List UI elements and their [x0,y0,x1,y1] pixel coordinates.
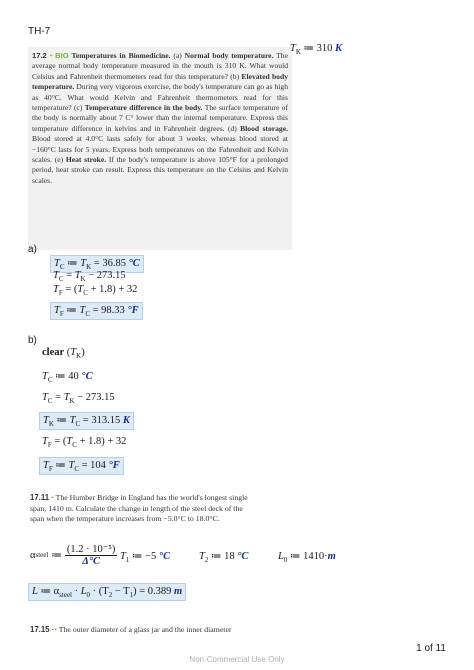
t1-expression[interactable] [120,550,170,564]
op: = [54,436,61,447]
bullet: • [49,51,53,60]
sub: F [58,289,63,298]
var-t: T [69,415,76,426]
sub: K [76,352,82,361]
var-t: T [79,305,86,316]
problem-17-2-box [28,47,292,250]
given-tk-expression[interactable] [290,42,342,56]
tail: − 273.15 [88,270,126,281]
var-t: T [54,305,60,316]
unit: K [335,43,343,54]
part-b-title: Elevated body temperature. [32,71,288,92]
unit: °C [81,371,93,382]
var-t: T [68,460,75,471]
bullet: •• [51,625,57,634]
var-t: T [53,270,59,281]
assign-op: ≔ [303,43,315,54]
sub: C [75,420,81,429]
value: 40 [68,371,79,382]
var-t: T [53,284,59,295]
sub: F [47,441,52,450]
part-b-label: (b) [230,71,240,81]
var-t: T [77,284,84,295]
section-b-line5[interactable] [39,457,124,475]
sub: F [48,465,53,474]
part-c-label: (c) [73,103,83,113]
op: ≔ [67,258,78,269]
problem-text: The outer diameter of a glass jar and the inner diameter [58,625,232,634]
value: 18 [224,551,235,562]
sub: F [59,310,64,319]
unit: m [327,551,336,562]
unit: m [174,586,183,597]
var-t: T [42,392,48,403]
unit: °F [108,460,120,471]
part-e-text: If the body's temperature is above 105°F for a prolonged period, heat stroke can result. Express this temperature on the Celsius and Kelvin scales. [32,155,288,185]
dot: · [92,586,97,597]
var-t: T [42,371,48,382]
part-c-title: Temperature difference in the body. [84,103,203,113]
unit: °C [128,258,140,269]
op: = [66,270,73,281]
sub: K [48,420,54,429]
var-t: T [120,551,126,562]
sub: steel [35,551,49,559]
dot: · [74,586,79,597]
alpha-steel-expression[interactable] [30,543,117,567]
sub: C [72,441,77,450]
var-t: T [63,392,70,403]
section-a-line4[interactable] [50,302,143,320]
op: = [65,284,72,295]
op: ≔ [51,550,62,561]
part-d-text: Blood stored at 4.0°C lasts safely for about 3 weeks, whereas blood stored at −160°C lasts for 5 years. Express both temperatures on the Fahrenheit and Kelvin scales. [32,134,288,165]
sub: K [80,275,86,284]
op: = [55,392,62,403]
op: ≔ [56,415,68,426]
paren: ( [62,436,67,447]
var-t: T [74,270,81,281]
sub: 0 [86,591,91,600]
sub: 0 [283,556,288,565]
var-l: L [32,586,38,597]
op: ≔ [289,551,301,562]
op: ≔ [210,551,222,562]
clear-keyword: clear [42,347,65,358]
paren: ( [73,284,78,295]
var-t: T [43,415,49,426]
sub: 2 [204,556,209,565]
op: ≔ [131,551,143,562]
section-b-label: b) [28,335,37,346]
minus-term: − T [112,586,130,597]
page-header: TH-7 [28,26,51,37]
part-d-label: (d) [227,123,237,133]
part-a-text: The average normal body temperature measured in the mouth is 310 K. What would Celsius and Fahrenheit thermometers read for this temperature? [32,51,288,81]
tail: + 1.8) + 32 [79,436,127,447]
part-e-title: Heat stroke. [65,155,107,165]
result: = 98.33 [92,305,125,316]
l0-expression[interactable] [278,550,336,564]
numerator: (1.2 · 10⁻⁵) [66,544,116,555]
dot: · [324,551,328,562]
result: = 104 [81,460,106,471]
part-e-label: (e) [54,155,64,165]
sub: C [47,376,53,385]
var-l: L [278,551,284,562]
fraction [65,543,118,567]
sub: C [59,263,65,272]
result: = 36.85 [93,258,126,269]
sub: C [85,310,91,319]
part-a-label: (a) [173,51,182,60]
section-a-line3[interactable] [53,284,137,297]
sub: 1 [129,591,134,600]
sub-k: K [295,48,301,57]
var-t: T [290,43,296,54]
part-c-text: The surface temperature of the body is normally about 7 C° lower than the internal temperature. Express this temperature difference in kelvins and in Fahrenheit degrees. [32,103,288,133]
footer-note: Non-Commercial Use Only [189,655,285,664]
op: ≔ [40,586,51,597]
t2-expression[interactable] [199,550,248,564]
sub: 1 [125,556,130,565]
section-b-line2[interactable] [42,392,115,405]
section-b-line4[interactable] [42,436,126,449]
bio-tag: BIO [55,51,69,60]
sub: K [86,263,92,272]
denominator: Δ°C [82,556,101,567]
section-a-label: a) [28,244,37,255]
result-l-expression[interactable] [28,583,186,601]
clear-statement[interactable]: clear $(T_K)$ [42,347,85,361]
value: 310 [316,43,333,54]
problem-number: 17.2 [32,51,47,60]
part-d-title: Blood storage. [240,123,288,133]
problem-number: 17.11 [30,493,50,502]
var-t: T [199,551,205,562]
sub: K [69,397,75,406]
var-t: T [66,436,73,447]
sub: C [47,397,53,406]
op: ≔ [66,305,77,316]
var-t: T [80,258,87,269]
sub: 2 [108,591,113,600]
alpha-symbol: α [53,586,60,597]
tail: + 1.8) + 32 [90,284,138,295]
section-a-line2[interactable] [53,270,126,283]
value: −5 [145,551,157,562]
var-l: L [80,586,87,597]
section-b-line3[interactable] [39,412,134,430]
problem-17-15-text [30,625,270,636]
open-term: (T [98,586,109,597]
op: ≔ [55,460,66,471]
part-a-title: Normal body temperature. [184,51,274,60]
unit: K [122,415,130,426]
problem-17-11-text [30,493,248,525]
sub: C [83,289,88,298]
page-indicator: 1 of 11 [416,643,446,654]
var-t: T [54,258,60,269]
problem-text: The Humber Bridge in England has the world's longest single span, 1410 m. Calculate the change in length of the steel deck of the span when the temperature increases from −5.0°C to 18.0°C. [30,493,248,523]
unit: °C [158,551,171,562]
bullet: • [51,493,54,502]
unit: °F [127,305,139,316]
problem-number: 17.15 [30,625,50,634]
alpha-symbol: α [30,549,36,561]
op: ≔ [55,371,66,382]
part-b-text: During very vigorous exercise, the body's temperature can go as high as 40°C. What would Kelvin and Fahrenheit thermometers read for this temperature? [32,82,288,113]
var-t: T [43,460,49,471]
sub: C [74,465,80,474]
result: = 0.389 [139,586,172,597]
close-paren: ) [133,586,137,597]
section-b-line1[interactable] [42,370,93,384]
sub: C [58,275,64,284]
result: = 313.15 [82,415,121,426]
sub: steel [59,591,72,600]
problem-title: Temperatures in Biomedicine. [71,51,171,60]
unit: °C [237,551,249,562]
var-t: T [70,347,77,358]
value: 1410 [303,551,325,562]
tail: − 273.15 [77,392,115,403]
var-t: T [42,436,48,447]
